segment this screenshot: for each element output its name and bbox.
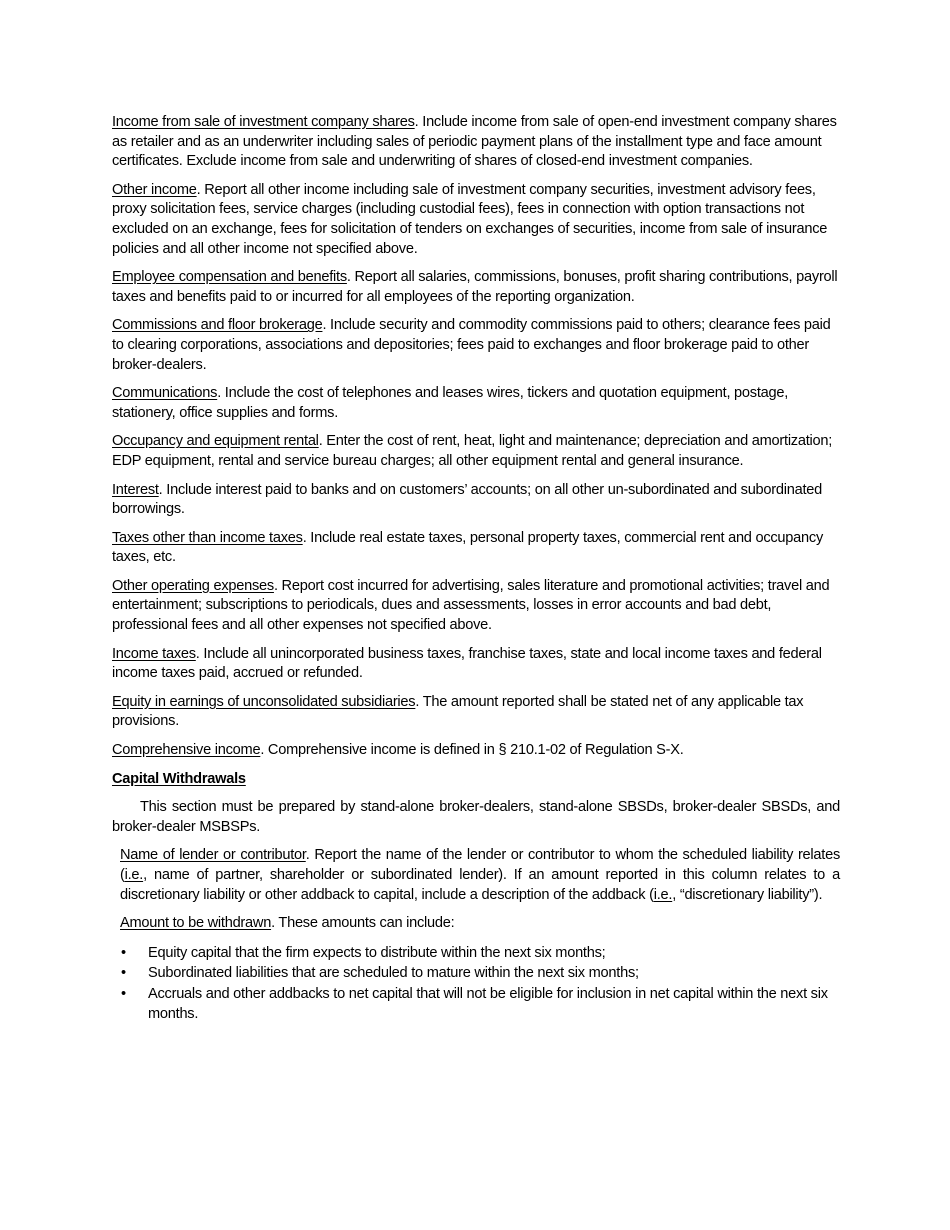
ie-abbreviation: i.e. <box>124 867 144 883</box>
paragraph-comprehensive-income <box>112 741 840 761</box>
paragraph-text: . Report cost incurred for advertising, sales literature and promotional activities; travel and entertainment; subscriptions to periodicals, dues and assessments, losses in error accounts and bad debt, professional fees and all other expenses not specified above. <box>112 577 830 634</box>
list-item <box>112 985 840 1024</box>
paragraph-text: , name of partner, shareholder or subordinated lender). If an amount reported in this column relates to a discretionary liability or other addback to capital, include a description of the addback ( <box>120 867 840 903</box>
paragraph-text: . Include the cost of telephones and leases wires, tickers and quotation equipment, postage, stationery, office supplies and forms. <box>112 385 789 421</box>
paragraph-text: , “discretionary liability”). <box>672 886 823 903</box>
paragraph-text: . Report all other income including sale of investment company securities, investment advisory fees, proxy solicitation fees, service charges (including custodial fees), fees in connection with option transactions not excluded on an exchange, fees for solicitation of tenders on exchanges of securities, income from sale of insurance policies and all other income not specified above. <box>112 181 828 257</box>
paragraph-text: . Include interest paid to banks and on customers’ accounts; on all other un-subordinated and subordinated borrowings. <box>112 481 823 518</box>
paragraph-occupancy-equipment-rental <box>112 432 840 471</box>
paragraph-income-taxes <box>112 645 840 684</box>
term-label: Taxes other than income taxes <box>112 529 303 546</box>
term-label: Amount to be withdrawn <box>120 915 272 932</box>
list-item-text: Equity capital that the firm expects to distribute within the next six months; <box>148 944 606 961</box>
term-label: Income taxes <box>112 645 196 662</box>
paragraph-text: . Include security and commodity commissions paid to others; clearance fees paid to clearing corporations, associations and depositories; fees paid to exchanges and floor brokerage paid to other broker-dealers. <box>112 317 831 373</box>
document-page <box>112 113 840 1025</box>
paragraph-other-income <box>112 181 840 259</box>
paragraph-income-sale-investment-shares <box>112 113 840 172</box>
paragraph-text: . Include income from sale of open-end investment company shares as retailer and as an underwriter including sales of periodic payment plans of the installment type and face amount certificates. Exclude income from sale and underwriting of shares of closed-end investment companies. <box>112 114 837 170</box>
paragraph-text: . Report all salaries, commissions, bonuses, profit sharing contributions, payroll taxes and benefits paid to or incurred for all employees of the reporting organization. <box>112 269 838 305</box>
paragraph-text: . Include all unincorporated business taxes, franchise taxes, state and local income taxes and federal income taxes paid, accrued or refunded. <box>112 645 822 682</box>
paragraph-text: . Comprehensive income is defined in § 210.1-02 of Regulation S-X. <box>260 742 684 759</box>
term-label: Income from sale of investment company shares <box>112 114 415 130</box>
paragraph-name-of-lender <box>120 846 840 905</box>
withdrawal-amounts-list <box>112 944 840 1024</box>
term-label: Name of lender or contributor <box>120 847 306 864</box>
paragraph-text: . These amounts can include: <box>271 915 455 932</box>
paragraph-other-operating-expenses <box>112 577 840 636</box>
term-label: Comprehensive income <box>112 742 261 759</box>
paragraph-text: . Enter the cost of rent, heat, light and maintenance; depreciation and amortization; EDP equipment, rental and service bureau charges; all other equipment rental and general insurance. <box>112 433 833 469</box>
section-heading-capital-withdrawals: Capital Withdrawals <box>112 770 246 787</box>
term-label: Commissions and floor brokerage <box>112 317 323 334</box>
paragraph-taxes-other-than-income <box>112 529 840 568</box>
paragraph-interest <box>112 481 840 520</box>
bullet-icon: • <box>121 965 126 982</box>
term-label: Other income <box>112 181 197 198</box>
paragraph-equity-unconsolidated-subsidiaries <box>112 693 840 732</box>
bullet-icon: • <box>121 985 126 1002</box>
paragraph-text: . The amount reported shall be stated net of any applicable tax provisions. <box>112 693 804 730</box>
paragraph-text: . Include real estate taxes, personal property taxes, commercial rent and occupancy taxes, etc. <box>112 529 823 566</box>
term-label: Interest <box>112 481 159 498</box>
ie-abbreviation: i.e. <box>653 886 673 903</box>
paragraph-employee-compensation <box>112 268 840 307</box>
term-label: Occupancy and equipment rental <box>112 433 319 450</box>
paragraph-amount-to-be-withdrawn <box>120 914 840 934</box>
paragraph-text: . Report the name of the lender or contributor to whom the scheduled liability relates ( <box>120 847 840 883</box>
list-item-text: Accruals and other addbacks to net capital that will not be eligible for inclusion in net capital within the next six months. <box>148 985 828 1022</box>
capital-withdrawals-intro: This section must be prepared by stand-alone broker-dealers, stand-alone SBSDs, broker-dealer SBSDs, and broker-dealer MSBSPs. <box>112 799 840 835</box>
paragraph-commissions-floor-brokerage <box>112 316 840 375</box>
term-label: Communications <box>112 385 218 402</box>
list-item <box>112 964 840 984</box>
list-item-text: Subordinated liabilities that are scheduled to mature within the next six months; <box>148 965 639 982</box>
term-label: Other operating expenses <box>112 577 274 594</box>
list-item <box>112 944 840 964</box>
term-label: Equity in earnings of unconsolidated subsidiaries <box>112 693 416 710</box>
bullet-icon: • <box>121 944 126 961</box>
paragraph-communications <box>112 384 840 423</box>
term-label: Employee compensation and benefits <box>112 269 347 286</box>
